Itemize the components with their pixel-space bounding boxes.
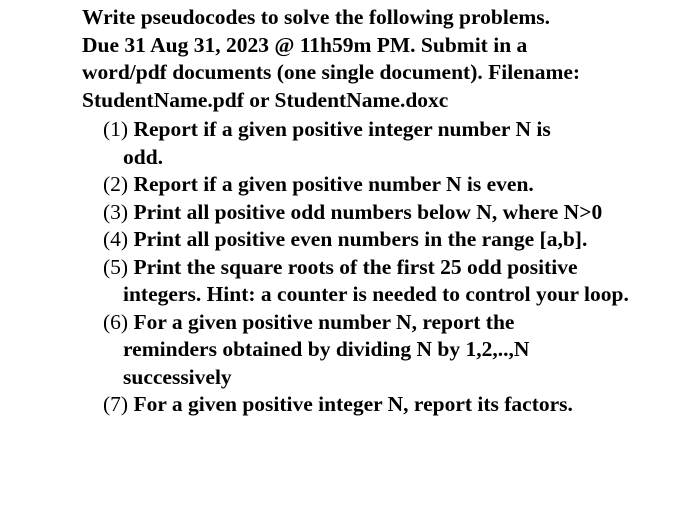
problem-number: (6)	[103, 309, 129, 334]
problem-list	[82, 116, 682, 419]
assignment-document	[82, 4, 682, 419]
problem-item-3	[103, 199, 613, 227]
instruction-line: word/pdf documents (one single document). Filename:	[82, 60, 581, 84]
problem-text: Print all positive even numbers in the range [a,b].	[133, 227, 588, 251]
instruction-line: Due 31 Aug 31, 2023 @ 11h59m PM. Submit in a	[82, 32, 528, 57]
instruction-line: Write pseudocodes to solve the following problems.	[82, 5, 551, 29]
problem-item-7	[103, 391, 683, 419]
problem-number: (1)	[103, 117, 129, 141]
problem-number: (2)	[103, 172, 129, 196]
problem-text: Report if a given positive integer number N is odd.	[123, 117, 551, 169]
problem-number: (7)	[103, 392, 129, 416]
problem-text: For a given positive number N, report the reminders obtained by dividing N by 1,2,..,N successively	[123, 309, 530, 389]
assignment-instructions	[82, 4, 682, 114]
problem-text: For a given positive integer N, report its factors.	[133, 392, 573, 416]
problem-text: Report if a given positive number N is even.	[133, 172, 534, 196]
problem-item-5	[103, 254, 638, 309]
problem-number: (5)	[103, 254, 129, 279]
problem-text: Print all positive odd numbers below N, where N>0	[133, 199, 603, 224]
problem-number: (4)	[103, 227, 129, 251]
problem-text: Print the square roots of the first 25 odd positive integers. Hint: a counter is needed to control your loop.	[123, 254, 629, 306]
problem-item-4	[103, 226, 683, 254]
instruction-line: StudentName.pdf or StudentName.doxc	[82, 87, 449, 112]
problem-item-1	[103, 116, 588, 171]
problem-number: (3)	[103, 199, 129, 224]
problem-item-2	[103, 171, 683, 199]
problem-item-6	[103, 309, 583, 392]
